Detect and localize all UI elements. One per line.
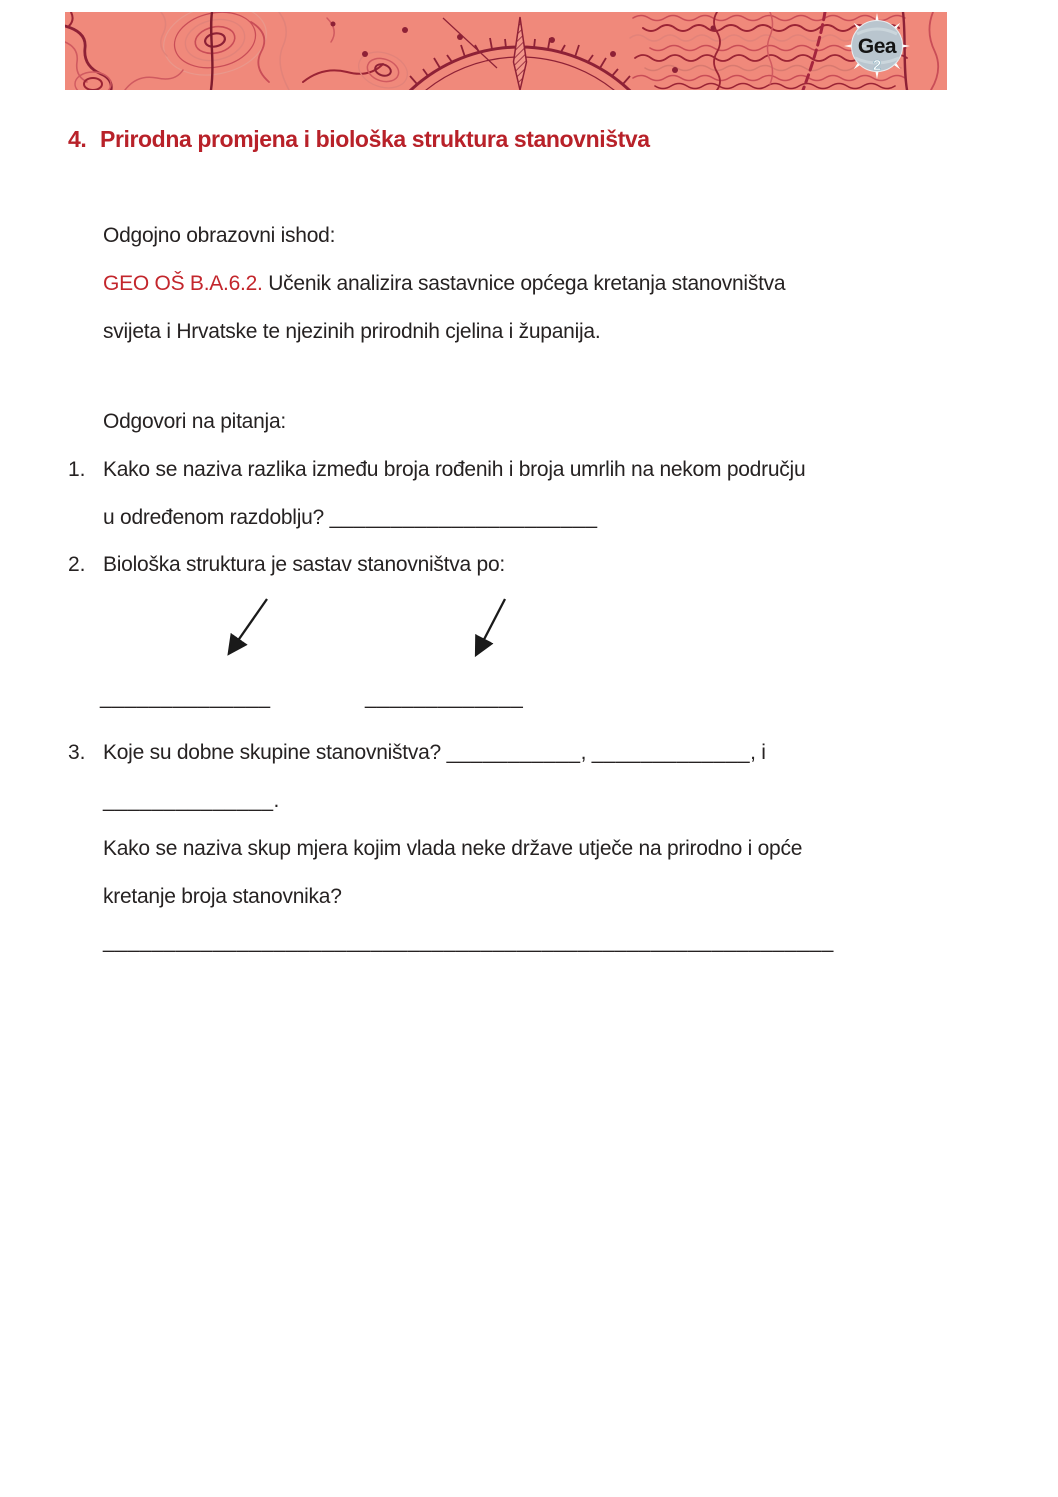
q3-final-answer-blank: ____________________________________________________________ (103, 930, 834, 953)
page-title (68, 126, 650, 153)
q3-line2 (103, 789, 279, 813)
q1-line2-text: u određenom razdoblju? (103, 506, 330, 529)
q3-number: 3. (68, 741, 86, 764)
q2-answer-blank-left: ______________ (100, 686, 271, 709)
q3-period: . (273, 789, 280, 812)
branch-arrows (200, 592, 520, 672)
outcome-line2: svijeta i Hrvatske te njezinih prirodnih cjelina i županija. (103, 320, 601, 343)
q1-number: 1. (68, 458, 86, 481)
q3-line3: Kako se naziva skup mjera kojim vlada neke države utječe na prirodno i opće (103, 837, 803, 860)
outcome-text: Učenik analizira sastavnice općega kretanja stanovništva (262, 272, 786, 295)
q1-line1: Kako se naziva razlika između broja rođenih i broja umrlih na nekom području (103, 458, 806, 481)
q2-number: 2. (68, 553, 86, 576)
map-banner (65, 12, 947, 90)
q3-final-blank-line (103, 930, 834, 954)
outcome-code: GEO OŠ B.A.6.2. (103, 272, 263, 295)
title-number: 4. (68, 126, 87, 152)
questions-prompt: Odgovori na pitanja: (103, 410, 286, 433)
q2-text: Biološka struktura je sastav stanovništva po: (103, 553, 505, 576)
q1-line2 (103, 506, 598, 530)
outcome-heading: Odgojno obrazovni ishod: (103, 224, 336, 247)
q2-answer-blank-right: _____________ (365, 686, 524, 709)
arrow-down-left-icon (477, 599, 505, 653)
q1-answer-blank: ______________________ (329, 506, 598, 529)
arrow-down-left-icon (230, 599, 267, 652)
q3-sep-1: , (580, 741, 592, 764)
q3-answer-blank-1: ___________ (446, 741, 581, 764)
q3-sep-2: , i (750, 741, 766, 764)
q3-lead: Koje su dobne skupine stanovništva? (103, 741, 447, 764)
gea-logo-text: Gea (857, 35, 897, 58)
gea-logo (844, 13, 910, 79)
title-text: Prirodna promjena i biološka struktura stanovništva (100, 126, 650, 152)
q3-answer-blank-2: _____________ (591, 741, 751, 764)
q3-line4: kretanje broja stanovnika? (103, 885, 342, 908)
q3-answer-blank-3: ______________ (103, 789, 274, 812)
q3-line1 (103, 741, 766, 765)
outcome-line1 (103, 272, 785, 296)
gea-logo-edition: 2 (872, 57, 882, 74)
